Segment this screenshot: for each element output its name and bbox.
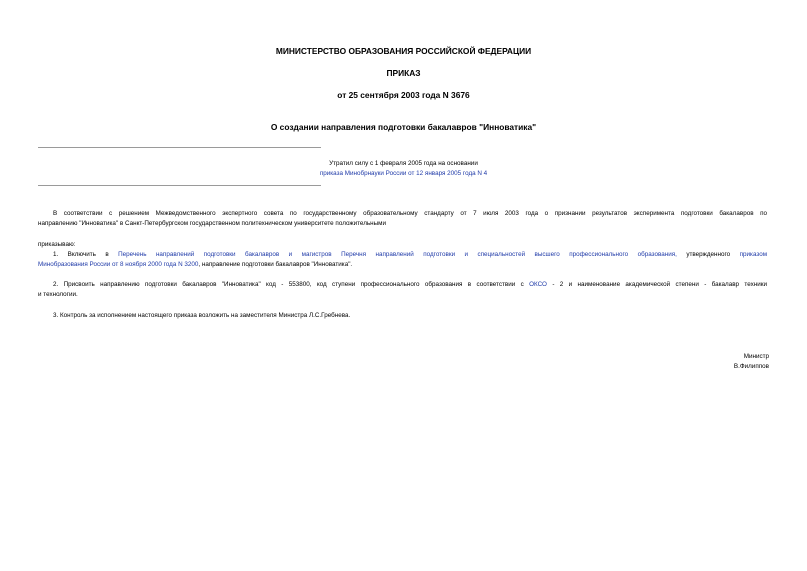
signature-position: Министр [743, 353, 769, 360]
signature-name: В.Филиппов [733, 363, 769, 370]
prikaz-link-part1[interactable]: приказом [739, 251, 768, 258]
top-divider [38, 147, 321, 148]
date-number-heading: от 25 сентября 2003 года N 3676 [337, 90, 470, 100]
item1-suffix: , направление подготовки бакалавров "Инноватика". [198, 261, 353, 268]
item2-line2: и технологии. [38, 291, 78, 298]
item1-prefix: 1. Включить в [53, 251, 109, 258]
item2-line1 [38, 280, 767, 290]
repeal-order-link[interactable]: приказа Минобрнауки России от 12 января 2005 года N 4 [319, 170, 488, 177]
item1-line1 [38, 250, 767, 260]
preamble-line1: В соответствии с решением Межведомственного экспертного совета по государственному образовательному стандарту от 7 июля 2003 года о признании результатов эксперимента подготовки бакалавров по [53, 210, 767, 217]
item2-suffix: - 2 и наименование академической степени - бакалавр техники [552, 281, 767, 288]
ministry-heading: МИНИСТЕРСТВО ОБРАЗОВАНИЯ РОССИЙСКОЙ ФЕДЕРАЦИИ [275, 46, 532, 56]
order-word: приказываю: [38, 241, 76, 248]
document-title: О создании направления подготовки бакалавров "Инноватика" [270, 122, 537, 132]
status-note-line2 [0, 170, 807, 178]
perechen-link[interactable]: Перечень направлений подготовки бакалавров и магистров Перечня направлений подготовки и специальностей высшего профессионального образования, [118, 251, 677, 258]
item3: 3. Контроль за исполнением настоящего приказа возложить на заместителя Министра Л.С.Гребнева. [53, 312, 351, 319]
bottom-divider [38, 185, 321, 186]
item1-middle: утвержденного [686, 251, 731, 258]
status-note-line1: Утратил силу с 1 февраля 2005 года на основании [329, 160, 478, 167]
okso-link[interactable]: ОКСО [529, 281, 547, 288]
preamble-line2: направлению "Инноватика" в Санкт-Петербургском государственном политехническом университете положительными [38, 220, 387, 227]
doc-type-heading: ПРИКАЗ [386, 68, 421, 78]
item2-prefix: 2. Присвоить направлению подготовки бакалавров "Инноватика" код - 553800, код ступени профессионального образования в соответствии с [53, 281, 524, 288]
prikaz-link-part2[interactable]: Минобразования России от 8 ноября 2000 года N 3200 [38, 261, 199, 268]
item1-line2 [38, 260, 352, 270]
